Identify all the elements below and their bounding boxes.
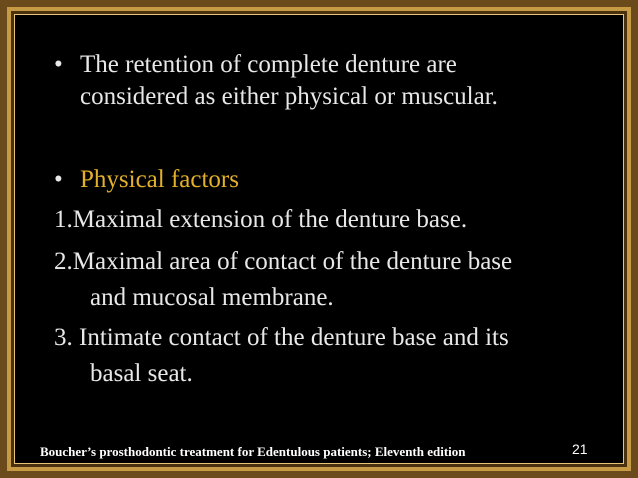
bullet-symbol: • <box>54 166 63 193</box>
physical-factors-heading: Physical factors <box>80 166 239 193</box>
item-3-line2: basal seat. <box>90 360 193 387</box>
slide-number: 21 <box>572 441 588 457</box>
bullet-physical-factors <box>54 165 239 195</box>
item-3-line1: 3. Intimate contact of the denture base and its <box>54 324 509 351</box>
item-2-line1: 2.Maximal area of contact of the denture base <box>54 248 513 275</box>
item-1: 1.Maximal extension of the denture base. <box>54 206 468 233</box>
bullet-symbol: • <box>54 51 63 78</box>
item-2-line2: and mucosal membrane. <box>90 284 334 311</box>
bullet-retention-line2: considered as either physical or muscular. <box>80 83 498 110</box>
bullet-retention <box>54 50 457 80</box>
source-citation: Boucher’s prosthodontic treatment for Edentulous patients; Eleventh edition <box>40 444 466 459</box>
bullet-retention-line1: The retention of complete denture are <box>80 51 457 78</box>
